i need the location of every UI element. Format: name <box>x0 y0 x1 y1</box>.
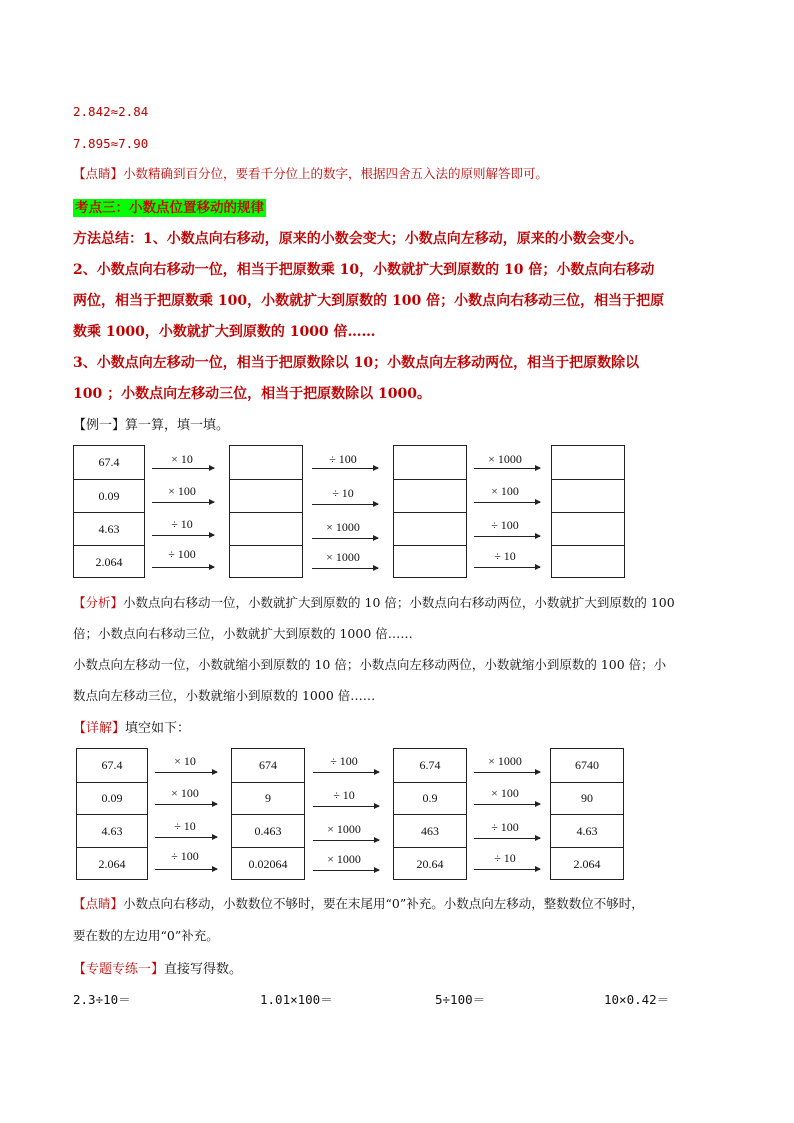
operation-label: ÷ 100 <box>171 849 199 863</box>
answer-cell: 6.74 <box>394 749 466 783</box>
example-heading: 【例一】算一算，填一填。 <box>73 418 230 433</box>
operation-label: × 100 <box>491 484 519 498</box>
method-line-2: 2、小数点向右移动一位，相当于把原数乘 10，小数就扩大到原数的 10 倍；小数点向右移动 <box>73 262 655 278</box>
analysis-line-4: 数点向左移动三位，小数就缩小到原数的 1000 倍…… <box>73 688 376 703</box>
operation-label: ÷ 10 <box>333 788 355 802</box>
arrow-right <box>474 567 540 568</box>
answer-cell: 20.64 <box>416 857 444 871</box>
answer-cell: 463 <box>394 815 466 848</box>
arrow-right <box>313 840 379 841</box>
note-dianjing-2-line-1: 【点睛】小数点向右移动，小数数位不够时，要在末尾用“0”补充。小数点向左移动，整数数位不够时， <box>73 896 644 911</box>
operation-label: × 100 <box>168 484 196 498</box>
blank-cell[interactable] <box>230 546 302 579</box>
operation-label: × 100 <box>171 786 199 800</box>
operation-label: ÷ 100 <box>491 820 519 834</box>
arrow-right <box>155 837 217 838</box>
blank-table-3 <box>551 445 625 578</box>
analysis-line-3: 小数点向左移动一位，小数就缩小到原数的 10 倍；小数点向左移动两位，小数就缩小到原数的 100 倍；小 <box>73 657 667 672</box>
operation-label: ÷ 10 <box>171 517 193 531</box>
answer-cell: 0.463 <box>232 815 304 848</box>
arrow-right <box>312 568 378 569</box>
answer-cell: 4.63 <box>551 815 623 848</box>
arrow-right <box>155 804 217 805</box>
operation-label: ÷ 10 <box>332 486 354 500</box>
operation-label: ÷ 100 <box>330 754 358 768</box>
table-cell: 67.4 <box>74 446 144 480</box>
answer-line-2: 7.895≈7.90 <box>73 136 149 151</box>
answer-table-1 <box>231 748 305 880</box>
question-table-numbers <box>73 445 145 578</box>
arrow-right <box>152 567 214 568</box>
arrow-right <box>474 869 540 870</box>
blank-table-2 <box>393 445 467 578</box>
blank-cell[interactable] <box>394 513 466 546</box>
arrow-right <box>312 504 378 505</box>
method-line-4: 数乘 1000，小数就扩大到原数的 1000 倍…… <box>73 324 376 340</box>
operation-label: ÷ 100 <box>329 452 357 466</box>
arrow-right <box>313 772 379 773</box>
table-cell: 2.064 <box>98 857 126 871</box>
operation-label: × 1000 <box>488 754 522 768</box>
analysis-line-1: 【分析】小数点向右移动一位，小数就扩大到原数的 10 倍；小数点向右移动两位，小数就扩大到原数的 100 <box>73 595 675 610</box>
practice-item-2: 1.01×100＝ <box>260 992 333 1007</box>
arrow-right <box>474 772 540 773</box>
answer-cell: 90 <box>551 783 623 815</box>
blank-cell[interactable] <box>552 446 624 480</box>
table-cell: 0.09 <box>74 480 144 513</box>
table-cell: 2.064 <box>95 555 123 569</box>
operation-label: ÷ 10 <box>494 549 516 563</box>
blank-cell[interactable] <box>394 546 466 579</box>
operation-label: × 1000 <box>326 550 360 564</box>
table-cell: 4.63 <box>77 815 147 848</box>
blank-cell[interactable] <box>552 546 624 579</box>
operation-label: × 1000 <box>488 452 522 466</box>
operation-label: ÷ 10 <box>494 851 516 865</box>
table-cell: 0.09 <box>77 783 147 815</box>
operation-label: × 100 <box>491 786 519 800</box>
note-dianjing-2-line-2: 要在数的左边用“0”补充。 <box>73 928 219 943</box>
arrow-right <box>152 535 214 536</box>
blank-cell[interactable] <box>230 446 302 480</box>
detail-heading: 【详解】填空如下： <box>73 721 191 736</box>
operation-label: ÷ 100 <box>491 518 519 532</box>
table-cell: 67.4 <box>77 749 147 783</box>
answer-cell: 0.9 <box>394 783 466 815</box>
operation-label: × 10 <box>174 754 196 768</box>
arrow-right <box>474 838 540 839</box>
arrow-right <box>155 772 217 773</box>
answer-cell: 9 <box>232 783 304 815</box>
blank-cell[interactable] <box>394 480 466 513</box>
method-line-6: 100 ；小数点向左移动三位，相当于把原数除以 1000。 <box>73 386 431 402</box>
practice-item-1: 2.3÷10＝ <box>73 992 131 1007</box>
blank-table-1 <box>229 445 303 578</box>
arrow-right <box>474 502 540 503</box>
arrow-right <box>474 804 540 805</box>
method-line-3: 两位，相当于把原数乘 100，小数就扩大到原数的 100 倍；小数点向右移动三位，相当于把原 <box>73 293 665 309</box>
blank-cell[interactable] <box>552 513 624 546</box>
practice-item-3: 5÷100＝ <box>435 992 486 1007</box>
arrow-right <box>152 468 214 469</box>
operation-label: × 1000 <box>327 852 361 866</box>
operation-label: × 1000 <box>327 822 361 836</box>
table-cell: 4.63 <box>74 513 144 546</box>
blank-cell[interactable] <box>394 446 466 480</box>
analysis-line-2: 倍；小数点向右移动三位，小数就扩大到原数的 1000 倍…… <box>73 626 413 641</box>
arrow-right <box>474 536 540 537</box>
answer-line-1: 2.842≈2.84 <box>73 104 149 119</box>
answer-table-2 <box>393 748 467 880</box>
answer-cell: 2.064 <box>573 857 601 871</box>
arrow-right <box>312 468 378 469</box>
operation-label: × 1000 <box>326 520 360 534</box>
practice-item-4: 10×0.42＝ <box>604 992 670 1007</box>
practice-heading: 【专题专练一】直接写得数。 <box>73 962 243 977</box>
operation-label: ÷ 100 <box>168 547 196 561</box>
note-dianjing-1: 【点睛】小数精确到百分位，要看千分位上的数字，根据四舍五入法的原则解答即可。 <box>73 166 549 181</box>
arrow-right <box>313 870 379 871</box>
blank-cell[interactable] <box>552 480 624 513</box>
answer-table-numbers <box>76 748 148 880</box>
arrow-right <box>313 806 379 807</box>
arrow-right <box>152 502 214 503</box>
blank-cell[interactable] <box>230 480 302 513</box>
answer-cell: 0.02064 <box>248 857 288 871</box>
operation-label: × 10 <box>171 452 193 466</box>
blank-cell[interactable] <box>230 513 302 546</box>
answer-table-3 <box>550 748 624 880</box>
arrow-right <box>155 869 217 870</box>
answer-cell: 674 <box>232 749 304 783</box>
method-line-5: 3、小数点向左移动一位，相当于把原数除以 10；小数点向左移动两位，相当于把原数除以 <box>73 355 640 371</box>
operation-label: ÷ 10 <box>174 819 196 833</box>
arrow-right <box>312 538 378 539</box>
arrow-right <box>474 468 540 469</box>
section-title: 考点三：小数点位置移动的规律 <box>75 200 264 216</box>
method-line-1: 方法总结：1、小数点向右移动，原来的小数会变大；小数点向左移动，原来的小数会变小。 <box>73 231 643 247</box>
answer-cell: 6740 <box>551 749 623 783</box>
